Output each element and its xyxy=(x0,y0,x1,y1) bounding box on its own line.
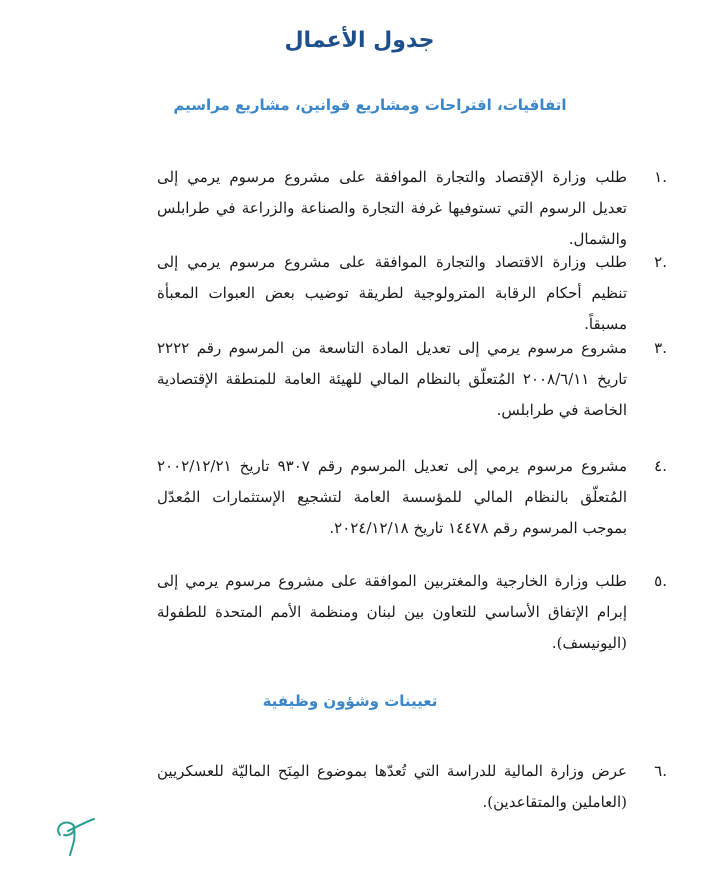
agenda-item xyxy=(157,247,667,340)
item-number: .٤ xyxy=(654,457,667,475)
page-title: جدول الأعمال xyxy=(284,28,435,53)
item-text: مشروع مرسوم يرمي إلى تعديل المادة التاسعة من المرسوم رقم ٢٢٢٢ تاريخ ٢٠٠٨/٦/١١ المُتعلّق بالنظام المالي للهيئة العامة للمنطقة الإقتصادية الخاصة في طرابلس. xyxy=(157,339,627,419)
section-heading-appointments: تعيينات وشؤون وظيفية xyxy=(262,692,438,710)
item-number: .٥ xyxy=(654,572,667,590)
item-text: مشروع مرسوم يرمي إلى تعديل المرسوم رقم ٩٣٠٧ تاريخ ٢٠٠٢/١٢/٢١ المُتعلّق بالنظام المالي للمؤسسة العامة لتشجيع الإستثمارات المُعدّل بموجب المرسوم رقم ١٤٤٧٨ تاريخ ٢٠٢٤/١٢/١٨. xyxy=(157,457,627,537)
item-number: .٦ xyxy=(654,762,667,780)
signature-stroke xyxy=(58,819,94,855)
item-text: عرض وزارة المالية للدراسة التي تُعدّها بموضوع المِنَح الماليّة للعسكريين (العاملين والمتقاعدين). xyxy=(157,762,627,811)
item-text: طلب وزارة الخارجية والمغتربين الموافقة على مشروع مرسوم يرمي إلى إبرام الإتفاق الأساسي للتعاون بين لبنان ومنظمة الأمم المتحدة للطفولة (اليونيسف). xyxy=(157,572,627,652)
agenda-item xyxy=(157,162,667,255)
signature-mark xyxy=(50,815,100,860)
item-number: .٣ xyxy=(654,339,667,357)
item-number: .١ xyxy=(654,168,667,186)
agenda-item xyxy=(157,333,667,426)
section-heading-agreements: اتفاقيات، اقتراحات ومشاريع قوانين، مشاريع مراسيم xyxy=(173,96,567,114)
item-number: .٢ xyxy=(654,253,667,271)
agenda-item xyxy=(157,566,667,659)
agenda-item xyxy=(157,451,667,544)
item-text: طلب وزارة الاقتصاد والتجارة الموافقة على مشروع مرسوم يرمي إلى تنظيم أحكام الرقابة المترولوجية لطريقة توضيب بعض العبوات المعبأة مسبقاً. xyxy=(157,253,627,333)
agenda-item xyxy=(157,756,667,818)
item-text: طلب وزارة الإقتصاد والتجارة الموافقة على مشروع مرسوم يرمي إلى تعديل الرسوم التي تستوفيها غرفة التجارة والصناعة والزراعة في طرابلس والشمال. xyxy=(157,168,627,248)
